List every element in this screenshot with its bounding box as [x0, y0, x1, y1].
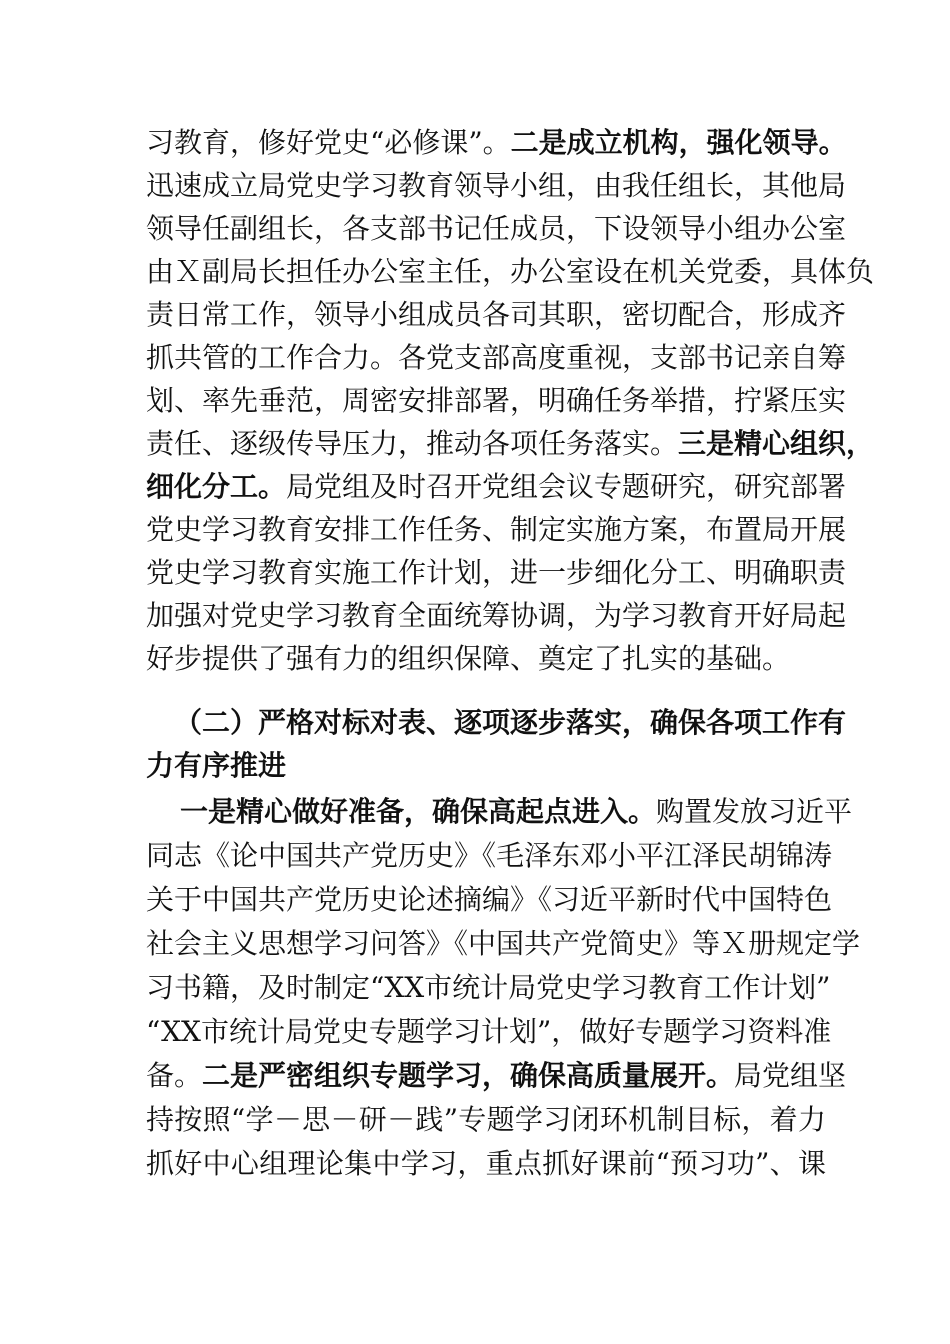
text-line-18 — [146, 880, 833, 920]
text-line-8 — [146, 424, 875, 464]
section-heading — [174, 703, 847, 743]
text-run: 局党组及时召开党组会议专题研究，研究部署 — [286, 470, 847, 503]
text-run: 划、率先垂范，周密安排部署，明确任务举措，拧紧压实 — [146, 384, 847, 417]
text-line-7 — [146, 381, 847, 421]
text-run: 抓共管的工作合力。各党支部高度重视，支部书记亲自筹 — [146, 341, 847, 374]
text-line-17 — [146, 836, 833, 876]
text-line-1 — [146, 123, 847, 163]
text-run: 迅速成立局党史学习教育领导小组，由我任组长，其他局 — [146, 169, 847, 202]
text-run: 习书籍，及时制定“XX市统计局党史学习教育工作计划” — [146, 971, 831, 1004]
text-run: 持按照“学－思－研－践”专题学习闭环机制目标，着力 — [146, 1103, 826, 1136]
text-run: “XX市统计局党史专题学习计划”，做好专题学习资料准 — [146, 1015, 832, 1048]
text-run: 责任、逐级传导压力，推动各项任务落实。 — [146, 427, 679, 460]
text-run: 由Ｘ副局长担任办公室主任，办公室设在机关党委，具体负 — [146, 255, 875, 288]
text-line-13 — [146, 639, 826, 679]
text-line-5 — [146, 295, 847, 335]
text-line-2 — [146, 166, 847, 206]
text-line-20 — [146, 968, 831, 1008]
text-run: 同志《论中国共产党历史》《毛泽东邓小平江泽民胡锦涛 — [146, 839, 833, 872]
text-line-23 — [146, 1100, 826, 1140]
text-line-16 — [180, 792, 853, 832]
text-line-10 — [146, 510, 847, 550]
bold-heading-run: 二是成立机构，强化领导。 — [510, 126, 847, 159]
bold-heading-run: 一是精心做好准备，确保高起点进入。 — [180, 795, 657, 828]
text-line-22 — [146, 1056, 847, 1096]
text-run: 社会主义思想学习问答》《中国共产党简史》等Ｘ册规定学 — [146, 927, 861, 960]
text-line-3 — [146, 209, 847, 249]
text-line-11 — [146, 553, 847, 593]
text-run: 局党组坚 — [734, 1059, 847, 1092]
bold-heading-run: 细化分工。 — [146, 470, 287, 503]
text-run: 领导任副组长，各支部书记任成员，下设领导小组办公室 — [146, 212, 847, 245]
text-run: 购置发放习近平 — [656, 795, 853, 828]
bold-heading-run: 二是严密组织专题学习，确保高质量展开。 — [202, 1059, 735, 1092]
text-run: 抓好中心组理论集中学习，重点抓好课前“预习功”、课 — [146, 1147, 826, 1180]
text-line-4 — [146, 252, 875, 292]
text-line-24 — [146, 1144, 826, 1184]
text-run: 关于中国共产党历史论述摘编》《习近平新时代中国特色 — [146, 883, 833, 916]
text-run: 习教育，修好党史“必修课”。 — [146, 126, 511, 159]
text-line-19 — [146, 924, 861, 964]
section-heading-continuation — [146, 746, 826, 786]
text-run: 党史学习教育安排工作任务、制定实施方案，布置局开展 — [146, 513, 847, 546]
section-heading-text: （二）严格对标对表、逐项逐步落实，确保各项工作有 — [174, 706, 847, 739]
section-heading-text: 力有序推进 — [146, 749, 287, 782]
bold-heading-run: 三是精心组织， — [678, 427, 875, 460]
text-run: 好步提供了强有力的组织保障、奠定了扎实的基础。 — [146, 642, 791, 675]
text-line-6 — [146, 338, 847, 378]
text-run: 责日常工作，领导小组成员各司其职，密切配合，形成齐 — [146, 298, 847, 331]
text-run: 备。 — [146, 1059, 203, 1092]
text-line-9 — [146, 467, 847, 507]
text-run: 党史学习教育实施工作计划，进一步细化分工、明确职责 — [146, 556, 847, 589]
text-line-21 — [146, 1012, 832, 1052]
text-run: 加强对党史学习教育全面统筹协调，为学习教育开好局起 — [146, 599, 847, 632]
text-line-12 — [146, 596, 847, 636]
